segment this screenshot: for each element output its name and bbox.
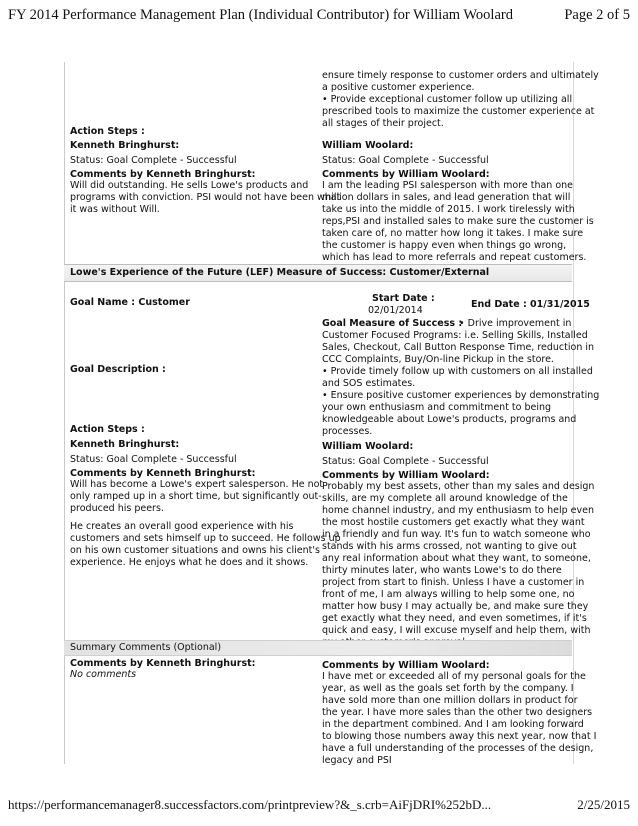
text-line: in a friendly and fun way. It's fun to watch someone who [322, 529, 591, 540]
text-line: customers and sets himself up to succeed. He follows up [70, 533, 341, 544]
text-line: home channel industry, and my enthusiasm to help even [322, 505, 595, 516]
end-date: End Date : 01/31/2015 [471, 299, 590, 310]
text-line: a positive customer experience. [322, 82, 475, 93]
text-line: knowledgeable about Lowe's products, programs and [322, 414, 577, 425]
section-title: Lowe's Experience of the Future (LEF) Measure of Success: Customer/External [70, 267, 490, 278]
text-line: your own enthusiasm and commitment to being [322, 402, 552, 413]
text-line: Customer Focused Programs: i.e. Selling Skills, Installed [322, 330, 588, 341]
manager-comments-label: Comments by Kenneth Bringhurst: [70, 468, 256, 479]
text-line: in the department combined. And I am looking forward [322, 719, 584, 730]
summary-title: Summary Comments (Optional) [70, 642, 222, 653]
action-steps-label: Action Steps : [70, 424, 145, 435]
manager-name: Kenneth Bringhurst: [70, 439, 180, 450]
text-line: take us into the middle of 2015. I work tirelessly with [322, 204, 575, 215]
text-line: to blowing those numbers away this next year, now that I [322, 731, 597, 742]
text-line: legacy and PSI [322, 755, 392, 766]
text-line: quick and easy, I will excuse myself and help them, with [322, 625, 591, 636]
employee-status: Status: Goal Complete - Successful [322, 456, 489, 467]
text-line: programs with conviction. PSI would not have been what [70, 192, 341, 203]
text-line: • Drive improvement in [459, 318, 572, 329]
action-steps-label: Action Steps : [70, 126, 145, 137]
text-line: the most hostile customers get exactly what they want [322, 517, 585, 528]
manager-comments-label: Comments by Kenneth Bringhurst: [70, 169, 256, 180]
text-line: all stages of their project. [322, 118, 444, 129]
text-line: I have met or exceeded all of my personal goals for the [322, 671, 586, 682]
print-footer [8, 795, 630, 815]
text-line: get exactly what they need, and even sometimes, if it's [322, 613, 587, 624]
text-line: matter how busy I may actually be, and make sure they [322, 601, 589, 612]
text-line: thirty minutes later, who wants Lowe's to do there [322, 565, 562, 576]
text-line: million dollars in sales, and lead generation that will [322, 192, 571, 203]
text-line: project from start to finish. Unless I have a customer in [322, 577, 585, 588]
text-line: processes. [322, 426, 373, 437]
manager-name: Kenneth Bringhurst: [70, 140, 180, 151]
summary-employee-label: Comments by William Woolard: [322, 660, 490, 671]
start-date-value: 02/01/2014 [368, 305, 423, 316]
text-line: have a full understanding of the processes of the design, [322, 743, 594, 754]
text-line: reps,PSI and installed sales to make sure the customer is [322, 216, 594, 227]
text-line: front of me, I am always willing to help some one, no [322, 589, 575, 600]
text-line: which has lead to more referrals and repeat customers. [322, 252, 587, 263]
text-line: it was without Will. [70, 204, 160, 215]
text-line: experience. He enjoys what he does and it shows. [70, 557, 309, 568]
page-url: https://performancemanager8.successfactors.com/printpreview?&_s.crb=AiFjDRI%252bD... [8, 797, 492, 812]
text-line: the year. I have more sales than the other two designers [322, 707, 593, 718]
text-line: taken care of, no matter how long it takes. I make sure [322, 228, 584, 239]
text-line: He creates an overall good experience with his [70, 521, 294, 532]
text-line: I am the leading PSI salesperson with more than one [322, 180, 574, 191]
employee-comments-label: Comments by William Woolard: [322, 470, 490, 481]
text-line: Will has become a Lowe's expert salesperson. He not [70, 479, 324, 490]
start-date-label: Start Date : [372, 293, 435, 304]
text-line: • Provide exceptional customer follow up utilizing all [322, 94, 573, 105]
goal-measure-label: Goal Measure of Success : [322, 318, 463, 329]
text-line: the customer is happy even when things go wrong, [322, 240, 567, 251]
text-line: and SOS estimates. [322, 378, 416, 389]
employee-status: Status: Goal Complete - Successful [322, 155, 489, 166]
text-line: any real information about what they want, to someone, [322, 553, 591, 564]
text-line: year, as well as the goals set forth by the company. I [322, 683, 574, 694]
document-title: FY 2014 Performance Management Plan (Individual Contributor) for William Woolard [8, 7, 513, 23]
summary-header [64, 640, 572, 656]
summary-manager-text: No comments [70, 669, 137, 680]
text-line: Will did outstanding. He sells Lowe's products and [70, 180, 309, 191]
text-line: produced his peers. [70, 503, 164, 514]
print-header [8, 4, 630, 26]
text-line: Sales, Checkout, Call Button Response Time, reduction in [322, 342, 595, 353]
section-header [64, 264, 572, 282]
text-line: CCC Complaints, Buy/On-line Pickup in the store. [322, 354, 554, 365]
manager-status: Status: Goal Complete - Successful [70, 454, 237, 465]
employee-name: William Woolard: [322, 140, 414, 151]
employee-name: William Woolard: [322, 441, 414, 452]
goal-description-label: Goal Description : [70, 364, 166, 375]
text-line: skills, are my complete all around knowledge of the [322, 493, 568, 504]
text-line: prescribed tools to maximize the customer experience at [322, 106, 595, 117]
text-line: Probably my best assets, other than my sales and design [322, 481, 595, 492]
text-line: ensure timely response to customer orders and ultimately [322, 70, 599, 81]
print-date: 2/25/2015 [577, 797, 630, 812]
goal-name: Goal Name : Customer [70, 297, 190, 308]
text-line: on his own customer situations and owns his client's [70, 545, 320, 556]
text-line: have sold more than one million dollars in product for [322, 695, 578, 706]
text-line: • Ensure positive customer experiences by demonstrating [322, 390, 600, 401]
manager-status: Status: Goal Complete - Successful [70, 155, 237, 166]
summary-manager-label: Comments by Kenneth Bringhurst: [70, 658, 256, 669]
text-line: • Provide timely follow up with customers on all installed [322, 366, 593, 377]
text-line: only ramped up in a short time, but significantly out- [70, 491, 322, 502]
text-line: stands with his arms crossed, not wanting to give out [322, 541, 577, 552]
employee-comments-label: Comments by William Woolard: [322, 169, 490, 180]
page-number: Page 2 of 5 [564, 7, 630, 23]
